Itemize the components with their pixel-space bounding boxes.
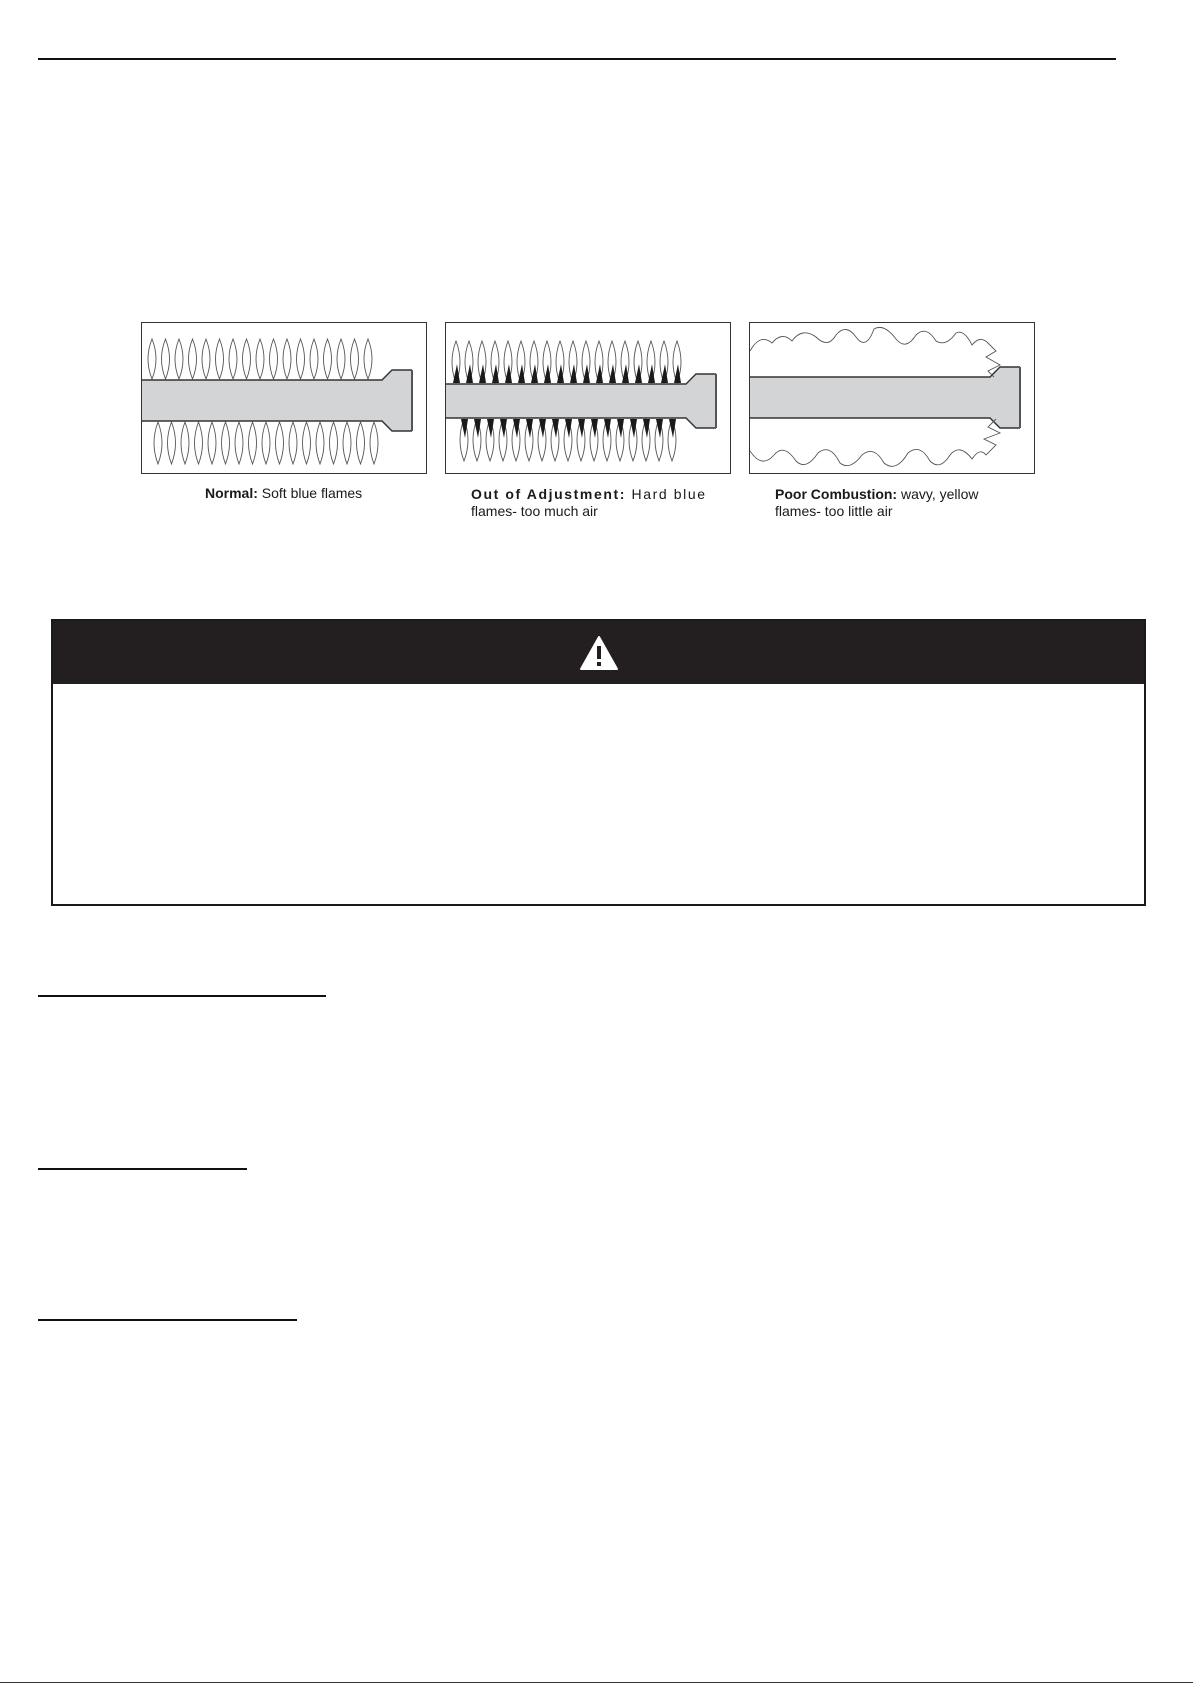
footer-rule xyxy=(0,1682,1193,1683)
caption-adjust-line2: flames- too much air xyxy=(471,503,598,519)
normal-bottom-flame xyxy=(235,422,243,464)
normal-bottom-flame xyxy=(181,422,189,464)
burner-tube-poor-top-edge xyxy=(750,367,1020,377)
caption-poor-combustion xyxy=(775,486,1015,520)
normal-bottom-flame xyxy=(303,422,311,464)
wavy-flame-top xyxy=(750,327,1000,377)
section-heading-underline-3 xyxy=(38,1319,297,1321)
warning-triangle-icon xyxy=(579,635,619,671)
warning-header xyxy=(53,621,1144,684)
normal-top-flame xyxy=(324,339,332,379)
section-heading-underline-1 xyxy=(38,995,326,997)
normal-bottom-flame xyxy=(370,422,378,464)
burner-tube-poor-bottom-edge xyxy=(750,418,1020,428)
caption-normal-text: Soft blue flames xyxy=(257,485,363,501)
normal-top-flame xyxy=(189,339,197,379)
normal-top-flame xyxy=(202,339,210,379)
flame-diagram-poor-combustion xyxy=(749,322,1035,474)
warning-box xyxy=(51,619,1146,906)
flame-diagram-normal xyxy=(141,322,427,474)
caption-poor-title: Poor Combustion: xyxy=(775,486,898,502)
normal-bottom-flame xyxy=(262,422,270,464)
normal-bottom-flame xyxy=(330,422,338,464)
normal-top-flame xyxy=(229,339,237,379)
normal-top-flame xyxy=(283,339,291,379)
normal-top-flame xyxy=(270,339,278,379)
normal-top-flame xyxy=(243,339,251,379)
normal-bottom-flame xyxy=(195,422,203,464)
normal-top-flame xyxy=(297,339,305,379)
caption-poor-line2: flames- too little air xyxy=(775,503,893,519)
normal-top-flame xyxy=(337,339,345,379)
caption-normal xyxy=(205,485,435,502)
caption-normal-title: Normal: xyxy=(205,485,258,501)
section-heading-underline-2 xyxy=(38,1168,247,1170)
flame-diagram-out-of-adjustment xyxy=(445,322,731,474)
caption-adjust-title: Out of Adjustment: xyxy=(471,486,627,502)
caption-poor-text: wavy, yellow xyxy=(897,486,979,502)
normal-top-flame xyxy=(175,339,183,379)
normal-bottom-flame xyxy=(357,422,365,464)
wavy-flames-illustration xyxy=(750,323,1034,473)
normal-bottom-flame xyxy=(289,422,297,464)
burner-tube-normal-top-edge xyxy=(142,370,412,380)
normal-bottom-flame xyxy=(168,422,176,464)
caption-out-of-adjustment xyxy=(471,486,719,520)
normal-bottom-flame xyxy=(276,422,284,464)
normal-top-flame xyxy=(216,339,224,379)
normal-bottom-flame xyxy=(316,422,324,464)
caption-adjust-text: Hard blue xyxy=(626,486,707,502)
normal-top-flame xyxy=(256,339,264,379)
burner-tube-normal xyxy=(142,370,412,431)
normal-top-flame xyxy=(364,339,372,379)
normal-bottom-flame xyxy=(208,422,216,464)
header-rule xyxy=(38,58,1116,60)
normal-top-flame xyxy=(148,339,156,379)
normal-bottom-flame xyxy=(222,422,230,464)
hard-flames-illustration xyxy=(446,323,730,473)
normal-top-flame xyxy=(351,339,359,379)
wavy-flame-bottom xyxy=(750,419,1000,466)
normal-bottom-flame xyxy=(249,422,257,464)
normal-bottom-flame xyxy=(154,422,162,464)
normal-top-flame xyxy=(310,339,318,379)
normal-flames-illustration xyxy=(142,323,426,473)
normal-bottom-flame xyxy=(343,422,351,464)
burner-tube-poor xyxy=(750,367,1020,428)
normal-top-flame xyxy=(162,339,170,379)
